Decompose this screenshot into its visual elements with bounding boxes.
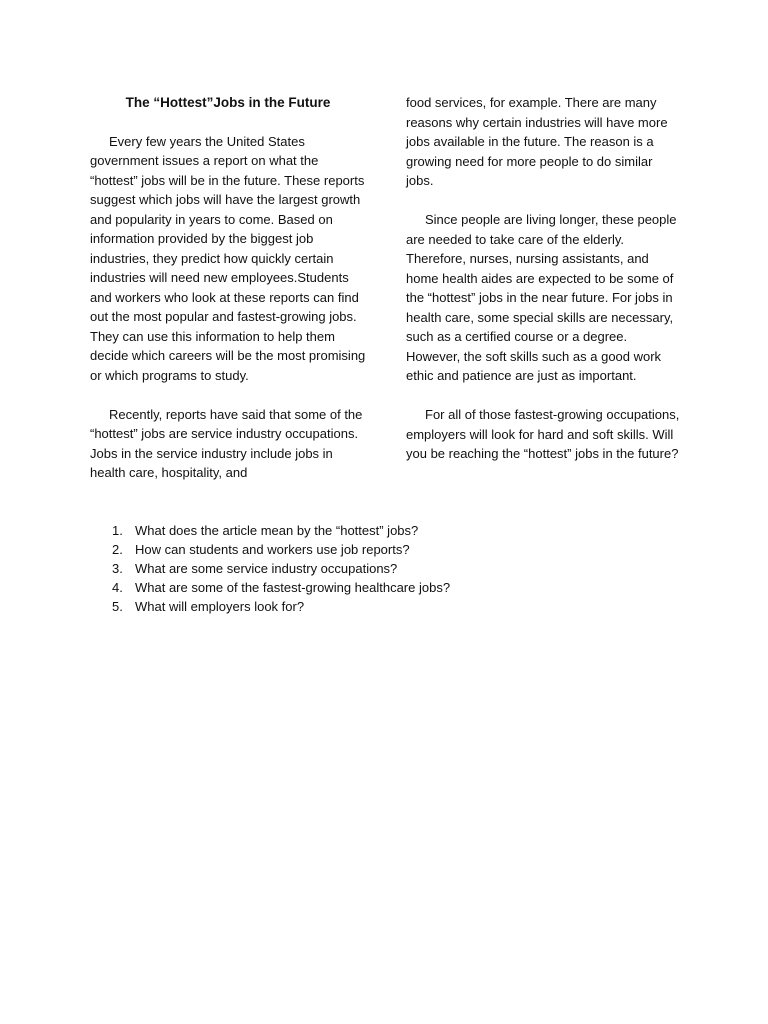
paragraph-intro: Every few years the United States government issues a report on what the “hottest” jobs will be in the future. These reports suggest which jobs will have the largest growth and popularity in years to come. Based on information provided by the biggest job industries, they predict how quickly certain industries will need new employees.Students and workers who look at these reports can find out the most popular and fastest-growing jobs. They can use this information to help them decide which careers will be the most promising or which programs to study.: [90, 133, 366, 383]
question-item: [112, 540, 712, 559]
question-number: 3.: [112, 561, 123, 576]
question-item: [112, 597, 712, 616]
left-column: [90, 93, 366, 502]
paragraph-conclusion: For all of those fastest-growing occupations, employers will look for hard and soft skills. Will you be reaching the “hottest” jobs in the future?: [406, 407, 680, 461]
question-number: 4.: [112, 580, 123, 595]
question-text: How can students and workers use job reports?: [135, 542, 410, 557]
question-text: What are some service industry occupations?: [135, 561, 398, 576]
question-text: What are some of the fastest-growing healthcare jobs?: [135, 580, 451, 595]
question-text: What will employers look for?: [135, 599, 305, 614]
question-number: 5.: [112, 599, 123, 614]
question-item: [112, 521, 712, 540]
paragraph-continued: food services, for example. There are many reasons why certain industries will have more jobs available in the future. The reason is a growing need for more people to do similar jobs.: [406, 95, 668, 188]
question-number: 2.: [112, 542, 123, 557]
right-column: [406, 93, 682, 483]
question-list: [112, 521, 712, 616]
paragraph-service-industry: Recently, reports have said that some of the “hottest” jobs are service industry occupations. Jobs in the service industry include jobs in health care, hospitality, and: [90, 406, 363, 480]
question-item: [112, 559, 712, 578]
paragraph-health-care: Since people are living longer, these people are needed to take care of the elderly. Therefore, nurses, nursing assistants, and home health aides are expected to be some of the “hottest” jobs in the near future. For jobs in health care, some special skills are necessary, such as a certified course or a degree. However, the soft skills such as a good work ethic and patience are just as important.: [406, 212, 677, 383]
question-number: 1.: [112, 523, 123, 538]
question-item: [112, 578, 712, 597]
article-title: The “Hottest”Jobs in the Future: [125, 95, 331, 110]
question-text: What does the article mean by the “hottest” jobs?: [135, 523, 419, 538]
